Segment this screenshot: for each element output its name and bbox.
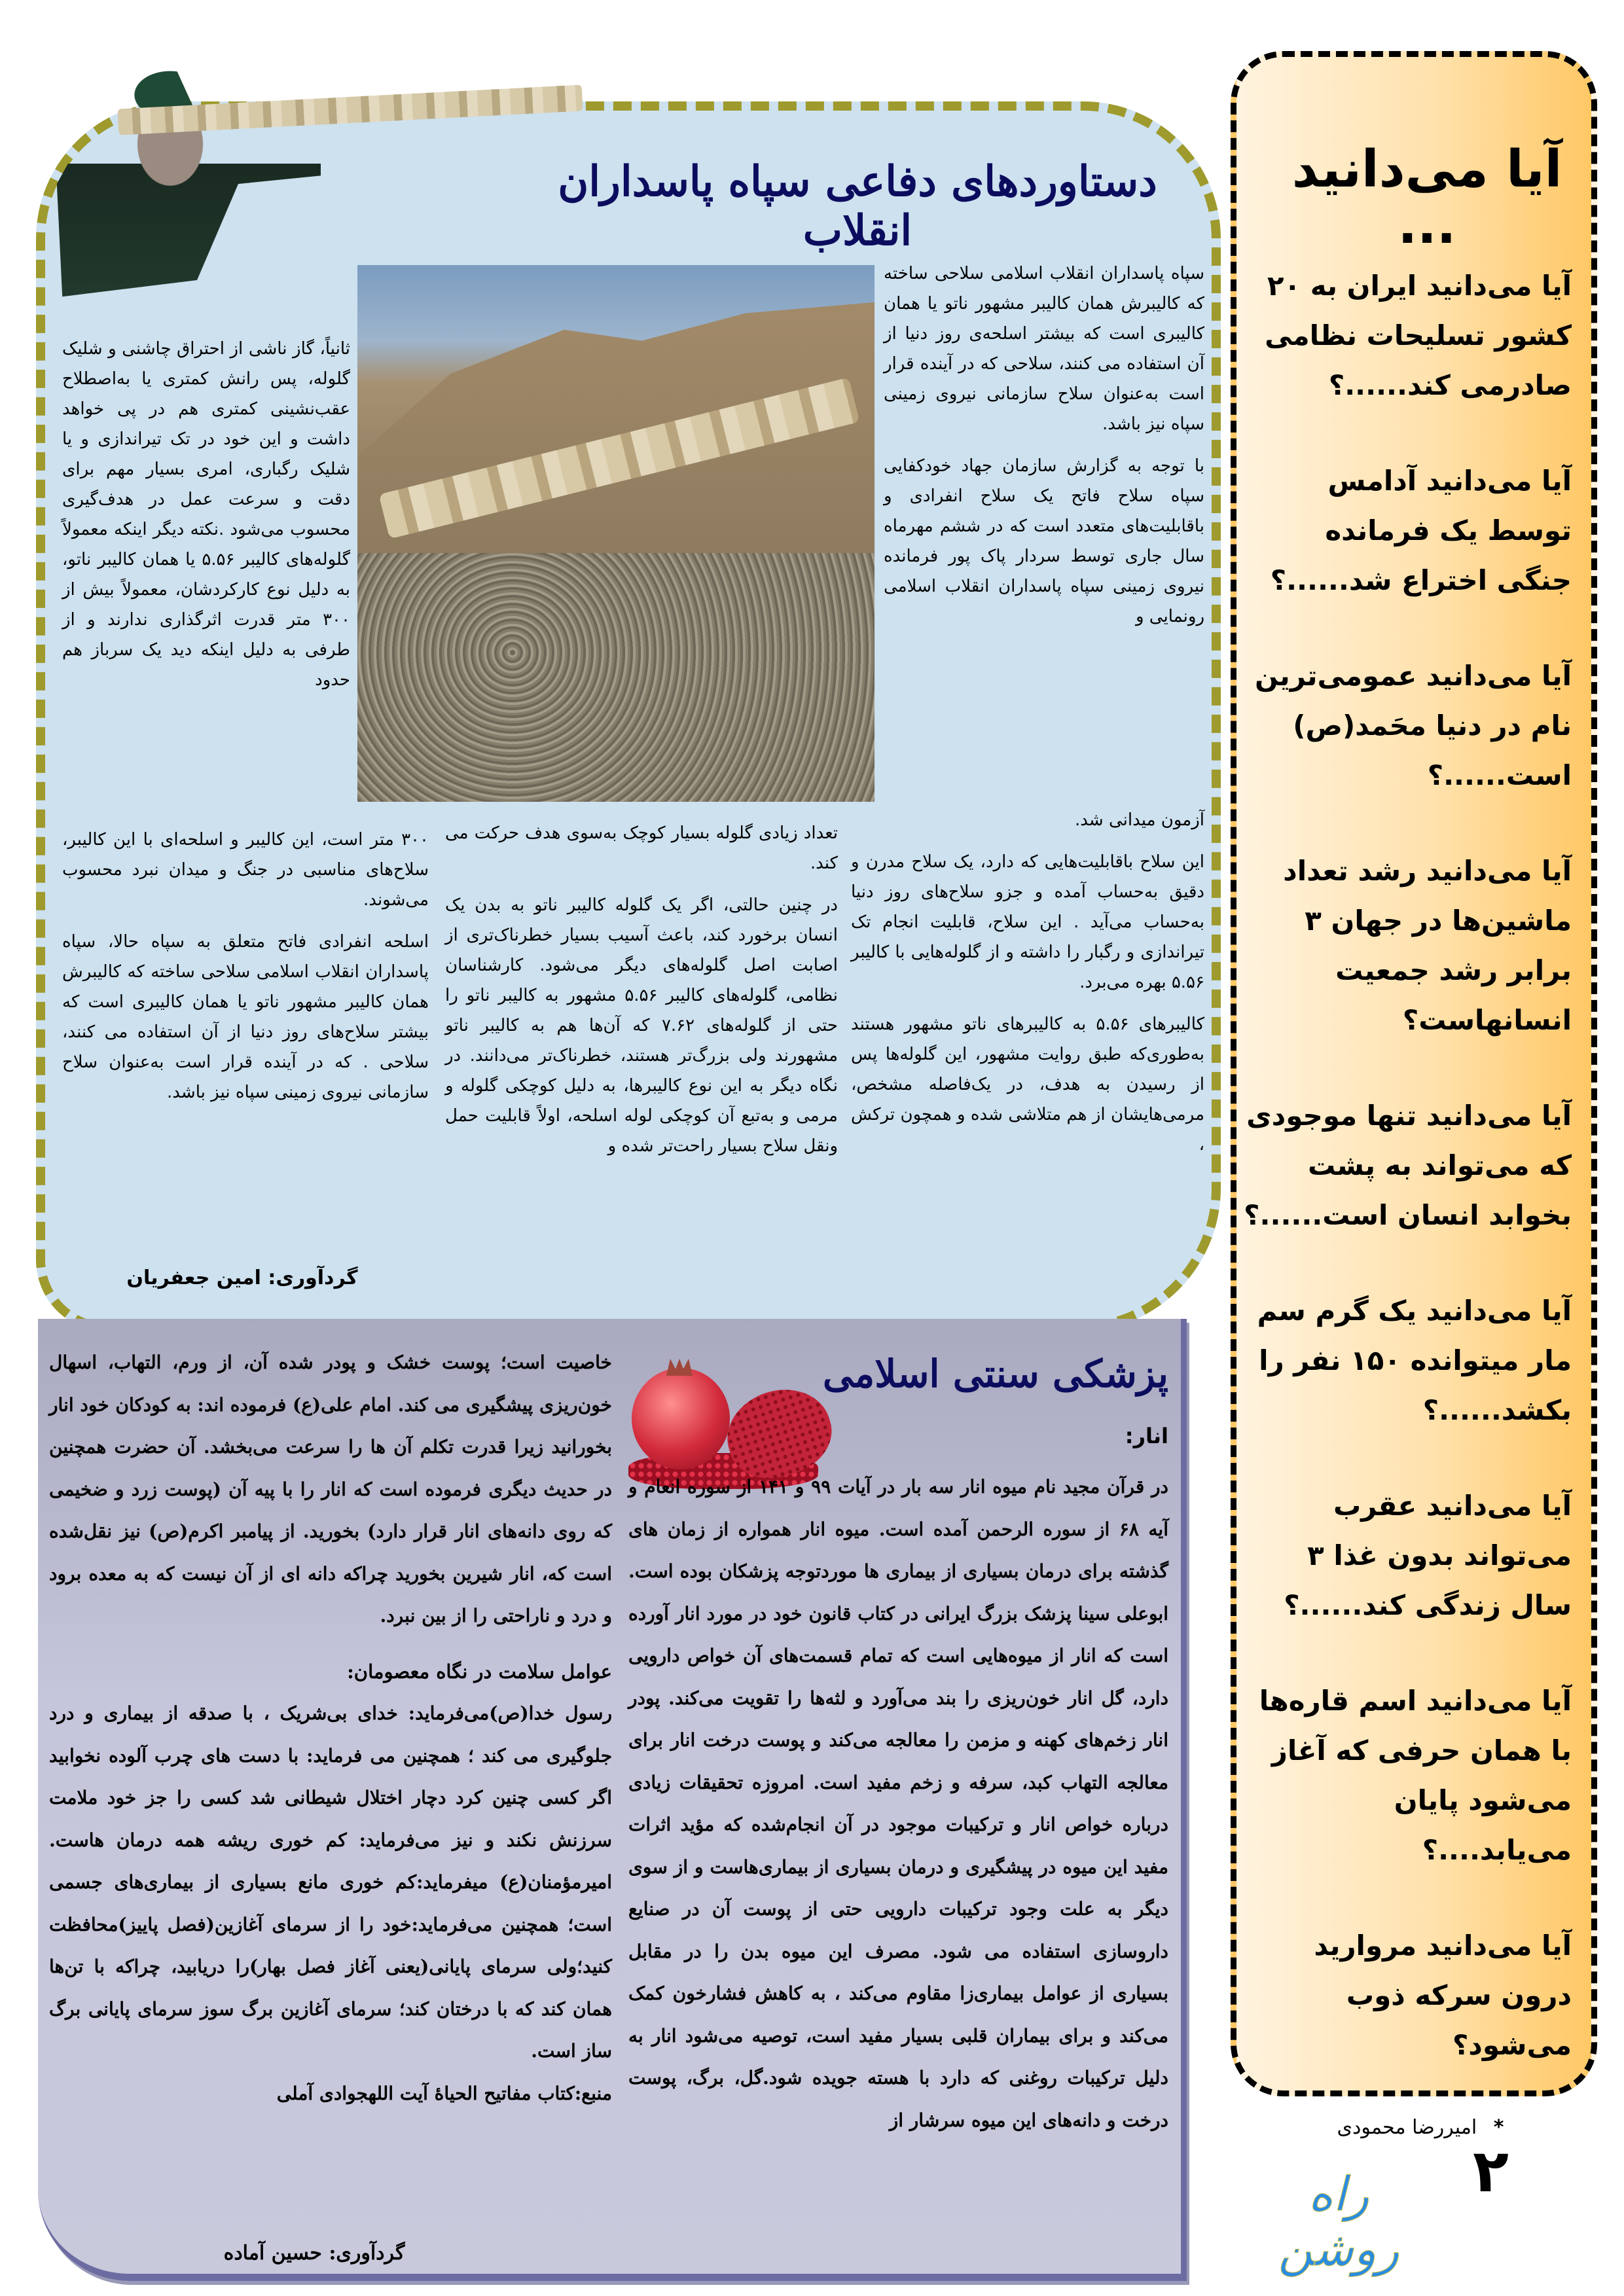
top-article-column-left-lower [62, 825, 429, 1119]
did-you-know-item: آیا می‌دانید عمومی‌ترین نام در دنیا محَمد(ص) است......؟ [1255, 659, 1572, 791]
paragraph: اسلحه انفرادی فاتح متعلق به سپاه حالا، سپاه پاسداران انقلاب اسلامی سلاحی ساخته که کالیبرش همان کالیبر مشهور ناتو یا همان کالیبری است که بیشتر سلاح‌های روز دنیا از آن استفاده می کنند، سلاحی . که در آینده قرار است به‌عنوان سلاح سازمانی نیروی زمینی سپاه نیز باشد. [62, 932, 429, 1102]
gravel-ground [357, 553, 875, 802]
top-article-column-right [884, 259, 1204, 643]
paragraph: در چنین حالتی، اگر یک گلوله کالیبر ناتو به بدن یک انسان برخورد کند، باعث آسیب بسیار خطرناک‌تری از اصابت اصل گلوله‌های دیگر می‌شود. کارشناسان نظامی، گلوله‌های کالیبر ۵.۵۶ مشهور به کالیبر ناتو را حتی از گلوله‌های ۷.۶۲ که آن‌ها هم به کالیبر ناتو مشهورند ولی بزرگ‌تر هستند، خطرناک‌تر می‌دانند. در نگاه دیگر به این نوع کالیبرها، به دلیل کوچکی گلوله و مرمی و به‌تبع آن کوچکی لوله اسلحه، اولاً قابلیت حمل ونقل سلاح بسیار راحت‌تر شده و [445, 895, 838, 1156]
bottom-article-credit: گردآوری: حسین آماده [223, 2242, 405, 2265]
top-article-column-middle [445, 818, 838, 1173]
sidebar-author-name: امیررضا محمودی [1337, 2115, 1477, 2139]
top-article-credit: گردآوری: امین جعفریان [126, 1266, 358, 1289]
bottom-article-column-right [628, 1466, 1168, 2142]
did-you-know-item: آیا می‌دانید اسم قاره‌ها با همان حرفی که آغاز می‌شود پایان می‌یابد....؟ [1259, 1684, 1572, 1866]
did-you-know-item: آیا می‌دانید یک گرم سم مار میتوانده ۱۵۰ نفر را بکشد......؟ [1257, 1294, 1572, 1426]
paragraph: سپاه پاسداران انقلاب اسلامی سلاحی ساخته که کالیبرش همان کالیبر مشهور ناتو یا همان کالیبری است که بیشتر اسلحه‌ی روز دنیا از آن استفاده می کنند، سلاحی که در آینده قرار است به‌عنوان سلاح سازمانی نیروی زمینی سپاه نیز باشد. [884, 264, 1204, 434]
paragraph: تعداد زیادی گلوله بسیار کوچک به‌سوی هدف حرکت می کند. [445, 823, 838, 873]
top-article-column-left [62, 334, 350, 707]
paragraph: در قرآن مجید نام میوه انار سه بار در آیات ۹۹ و ۱۴۱ از سوره انعام و آیه ۶۸ از سوره الرحمن آمده است. میوه انار همواره از زمان های گذشته برای درمان بسیاری از بیماری ها موردتوجه پزشکان بوده است. ابوعلی سینا پزشک بزرگ ایرانی در کتاب قانون خود در مورد انار آورده است که انار از میوه‌هایی است که تمام قسمت‌های آن خواص دارویی دارد، گل انار خون‌ریزی را بند می‌آورد و لثه‌ها را تقویت می‌کند. پودر انار زخم‌های کهنه و مزمن را معالجه می‌کند و پوست درخت انار برای معالجه التهاب کبد، سرفه و زخم مفید است. امروزه تحقیقات زیادی درباره خواص انار و ترکیبات موجود در آن انجام‌شده که مؤید اثرات مفید این میوه در پیشگیری و درمان بسیاری از بیماری‌هاست و از سوی دیگر به علت وجود ترکیبات دارویی حتی از پوست آن در صنایع داروسازی استفاده می شود. مصرف این میوه بدن را در مقابل بسیاری از عوامل بیماری‌زا مقاوم می‌کند ، به کاهش فشارخون کمک می‌کند و برای بیماران قلبی بسیار مفید است، توصیه می‌شود انار به دلیل ترکیبات روغنی که دارد با هسته جویده شود.گل، برگ، پوست درخت و دانه‌های این میوه سرشار از [628, 1476, 1168, 2131]
did-you-know-item: آیا می‌دانید عقرب می‌تواند بدون غذا ۳ سال زندگی کند......؟ [1284, 1489, 1572, 1621]
asterisk-bullet-icon: * [1493, 2115, 1504, 2139]
bottom-article-title: پزشکی سنتی اسلامی [822, 1352, 1168, 1396]
did-you-know-item: آیا می‌دانید ایران به ۲۰ کشور تسلیحات نظامی صادرمی کند......؟ [1265, 269, 1572, 401]
whole-pomegranate [632, 1368, 730, 1469]
sub-heading-health-factors: عوامل سلامت در نگاه معصومان: [347, 1660, 612, 1683]
did-you-know-sidebar [1231, 51, 1597, 2139]
fateh-rifle-photo [357, 265, 875, 802]
sidebar-title: آیا می‌دانید ... [1291, 140, 1562, 255]
paragraph: کالیبرهای ۵.۵۶ به کالیبرهای ناتو مشهور هستند به‌طوری‌که طبق روایت مشهور، این گلوله‌ها پس از رسیدن به هدف، در یک‌فاصله مشخص، مرمی‌هایشان از هم متلاشی شده و همچون ترکش ، [851, 1014, 1205, 1155]
section-heading-pomegranate: انار: [1125, 1424, 1168, 1448]
top-article-title: دستاوردهای دفاعی سپاه پاسداران انقلاب [558, 157, 1157, 255]
paragraph: با توجه به گزارش سازمان جهاد خودکفایی سپاه سلاح فاتح یک سلاح انفرادی و باقابلیت‌های متعدد است که در ششم مهرماه سال جاری توسط سردار پاک پور فرمانده نیروی زمینی سپاه پاسداران انقلاب اسلامی رونمایی و [884, 456, 1204, 626]
paragraph: آزمون میدانی شد. [1074, 810, 1204, 830]
page-number: ۲ [1473, 2137, 1509, 2206]
paragraph: ۳۰۰ متر است، این کالیبر و اسلحه‌ای با این کالیبر، سلاح‌های مناسبی در جنگ و میدان نبرد محسوب می‌شوند. [62, 830, 429, 910]
did-you-know-item: آیا می‌دانید تنها موجودی که می‌تواند به پشت بخوابد انسان است......؟ [1244, 1099, 1572, 1231]
did-you-know-item: آیا می‌دانید آدامس توسط یک فرمانده جنگی اختراع شد......؟ [1270, 464, 1572, 596]
source-citation: منبع:کتاب مفاتیح الحیاۀ آیت اللهجوادی آملی [276, 2082, 612, 2104]
did-you-know-item: آیا می‌دانید مروارید درون سرکه ذوب می‌شود؟ [1314, 1929, 1572, 2061]
bottom-article-column-left [49, 1342, 612, 2115]
magazine-logo: راه روشن [1278, 2166, 1399, 2276]
sidebar-author [1243, 2116, 1572, 2139]
paragraph: این سلاح باقابلیت‌هایی که دارد، یک سلاح مدرن و دقیق به‌حساب آمده و جزو سلاح‌های روز دنیا به‌حساب می‌آید . این سلاح، قابلیت انجام تک تیراندازی و رگبار را داشته و از گلوله‌هایی با کالیبر ۵.۵۶ بهره می‌برد. [851, 852, 1204, 992]
paragraph: خاصیت است؛ پوست خشک و پودر شده آن، از ورم، التهاب، اسهال خون‌ریزی پیشگیری می کند. امام علی(ع) فرموده اند: به کودکان خود انار بخورانید زیرا قدرت تکلم آن ها را سرعت می‌بخشد. آن حضرت همچنین در حدیث دیگری فرموده است که انار را با پیه آن (پوست زرد و ضخیمی که روی دانه‌های انار قرار دارد) بخورید. از پیامبر اکرم(ص) نیز نقل‌شده است که، انار شیرین بخورید چراکه دانه ای از آن نیست که به معده برود و درد و ناراحتی را از بین نبرد. [49, 1352, 612, 1626]
did-you-know-item: آیا می‌دانید رشد تعداد ماشین‌ها در جهان ۳ برابر رشد جمعیت انسانهاست؟ [1283, 854, 1572, 1036]
top-article-column-right-lower [851, 805, 1204, 1172]
paragraph: رسول خدا(ص)می‌فرماید: خدای بی‌شریک ، با صدقه از بیماری و درد جلوگیری می کند ؛ همچنین می فرماید: با دست های چرب آلوده نخوابید اگر کسی چنین کرد دچار اختلال شیطانی شد کسی را جز خود ملامت سرزنش نکند و نیز می‌فرماید: کم خوری ریشه همه درمان هاست. امیرمؤمنان(ع) میفرماید:کم خوری مانع بسیاری از بیماری‌های جسمی است؛ همچنین می‌فرماید:خود را از سرمای آغازین(فصل پاییز)محافظت کنید؛ولی سرمای پایانی(یعنی آغاز فصل بهار)را دریابید، چراکه با تن‌ها همان کند که با درختان کند؛ سرمای آغازین برگ سوز سرمای پایانی برگ ساز است. [49, 1702, 612, 2062]
paragraph: ثانیاً، گاز ناشی از احتراق چاشنی و شلیک گلوله، پس رانش کمتری یا به‌اصطلاح عقب‌نشینی کمتری هم در پی خواهد داشت و این خود در تک تیراندازی و یا شلیک رگباری، امری بسیار مهم برای دقت و سرعت عمل در هدف‌گیری محسوب می‌شود .نکته دیگر اینکه معمولاً گلوله‌های کالیبر ۵.۵۶ یا همان کالیبر ناتو، به دلیل نوع کارکردشان، معمولاً بیش از ۳۰۰ متر قدرت اثرگذاری ندارند و از طرفی به دلیل اینکه دید یک سرباز هم حدود [62, 339, 350, 690]
pomegranate-crown [666, 1359, 693, 1376]
